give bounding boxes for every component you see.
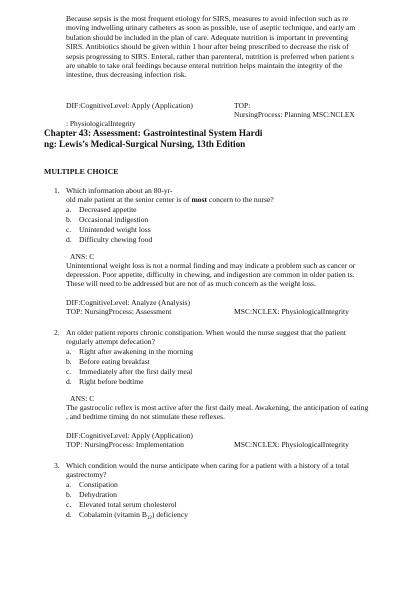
meta-dif: DIF:CognitiveLevel: Analyze (Analysis) [66, 298, 191, 307]
answer: ANS: C [70, 252, 95, 261]
question-stem: An older patient reports chronic constipation. When would the nurse suggest that the patient [66, 328, 346, 337]
intro-line: SIRS. Antibiotics should be given within 1 hour after being prescribed to decrease the risk of [66, 42, 349, 52]
rationale-line: The gastrocolic reflex is most active after the first daily meal. Awakening, the anticipation of eating [66, 403, 369, 412]
intro-line: Because sepsis is the most frequent etiology for SIRS, measures to avoid infection such as re [66, 14, 349, 23]
option: d. Right before bedtime [66, 377, 144, 386]
emphasis: most [191, 195, 208, 204]
meta-msc: MSC:NCLEX: PhysiologicalIntegrity [234, 307, 349, 316]
chapter-title-line1: Chapter 43: Assessment: Gastrointestinal System Hardi [44, 128, 263, 138]
option: d. Cobalamin (vitamin $B_{12}$) deficiency [66, 510, 188, 521]
chapter-title-line2: ng: Lewis’s Medical-Surgical Nursing, 13th Edition [44, 139, 246, 149]
rationale-line: depression. Poor appetite, difficulty in chewing, and indigestion are common in older patien ts. [66, 270, 355, 279]
option: a. Constipation [66, 480, 118, 489]
intro-line: moving indwelling urinary catheters as soon as possible, use of aseptic technique, and early am [66, 23, 356, 33]
rationale-line: , and bedtime timing do not stimulate these reflexes. [66, 412, 226, 421]
intro-line: are unable to take oral feedings because enteral nutrition helps maintain the integrity of the [66, 61, 343, 71]
question-stem: Which information about an 80-yr- [66, 186, 173, 195]
question-number: 1. [54, 186, 60, 195]
meta-top: TOP: NursingProcess: Assessment [66, 307, 172, 316]
section-title: MULTIPLE CHOICE [44, 167, 119, 176]
option: a. Right after awakening in the morning [66, 347, 194, 356]
question-number: 2. [54, 328, 60, 337]
intro-nursing-process: NursingProcess: Planning MSC:NCLEX [234, 110, 355, 119]
meta-msc: MSC:NCLEX: PhysiologicalIntegrity [234, 440, 349, 449]
rationale-line: Unintentional weight loss is not a normal finding and may indicate a problem such as cancer or [66, 261, 356, 270]
intro-line: bulation should be included in the plan of care. Adequate nutrition is important in preventing [66, 32, 348, 42]
question-stem: gastrectomy? [66, 470, 107, 479]
intro-line: sepsis progressing to SIRS. Enteral, rather than parenteral, nutrition is preferred when patient s [66, 51, 355, 61]
rationale-line: These will need to be addressed but are not of as much concern as the weight loss. [66, 279, 316, 288]
option: a. Decreased appetite [66, 205, 137, 214]
answer: ANS: C [70, 394, 95, 403]
option: c. Elevated total serum cholesterol [66, 500, 177, 509]
intro-top: TOP: [234, 101, 251, 110]
meta-dif: DIF:CognitiveLevel: Apply (Application) [66, 431, 193, 440]
intro-paragraph [66, 14, 386, 80]
question-stem: Which condition would the nurse anticipate when caring for a patient with a history of a total [66, 461, 349, 470]
question-stem: old male patient at the senior center is of most concern to the nurse? [66, 195, 274, 204]
option: b. Before eating breakfast [66, 357, 150, 366]
intro-line: intestine, thus decreasing infection risk. [66, 70, 187, 80]
intro-physiological-integrity: : PhysiologicalIntegrity [66, 119, 136, 128]
option: b. Dehydration [66, 490, 117, 499]
meta-top: TOP: NursingProcess: Implementation [66, 440, 184, 449]
option: b. Occasional indigestion [66, 215, 149, 224]
question-stem: regularly attempt defecation? [66, 337, 155, 346]
question-number: 3. [54, 461, 60, 470]
intro-dif: DIF:CognitiveLevel: Apply (Application) [66, 101, 193, 110]
option: c. Immediately after the first daily meal [66, 367, 193, 376]
option: d. Difficulty chewing food [66, 235, 153, 244]
option: c. Unintended weight loss [66, 225, 151, 234]
